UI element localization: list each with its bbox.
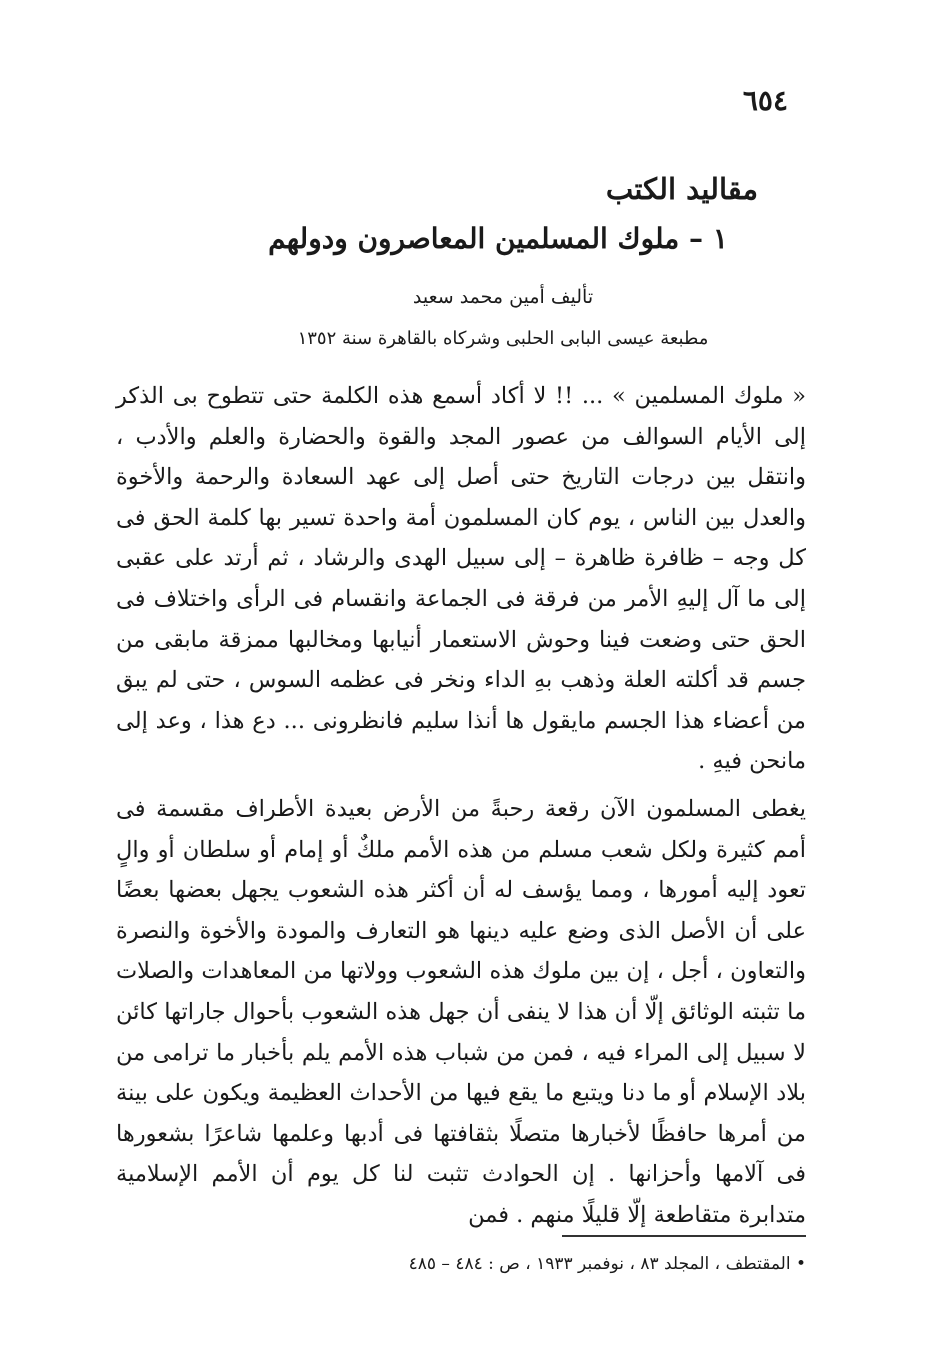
page-number: ٦٥٤ [742,84,788,117]
paragraph: « ملوك المسلمين » ... !! لا أكاد أسمع هذه الكلمة حتى تتطوح بى الذكر إلى الأيام السوالف من عصور المجد والقوة والحضارة والعلم والأدب ، وانتقل بين درجات التاريخ حتى أصل إلى عهد السعادة والرحمة والأخوة والعدل بين الناس ، يوم كان المسلمون أمة واحدة تسير بها كلمة الحق فى كل وجه – ظافرة ظاهرة – إلى سبيل الهدى والرشاد ، ثم أرتد على عقبى إلى ما آل إليهِ الأمر من فرقة فى الجماعة وانقسام فى الرأى واختلاف فى الحق حتى وضعت فينا وحوش الاستعمار أنيابها ومخالبها ممزقة مابقى من جسم قد أكلته العلة وذهب بهِ الداء ونخر فى عظمه السوس ، حتى لم يبق من أعضاء هذا الجسم مايقول ها أنذا سليم فانظرونى ... دع هذا ، وعد إلى مانحن فيهِ . [116,383,806,775]
body-text [116,376,806,1235]
paragraph: يغطى المسلمون الآن رقعة رحبةً من الأرض بعيدة الأطراف مقسمة فى أمم كثيرة ولكل شعب مسلم من هذه الأمم ملكٌ أو إمام أو سلطان أو والٍ تعود إليه أمورها ، ومما يؤسف له أن أكثر هذه الشعوب يجهل بعضها بعضًا على أن الأصل الذى وضع عليه دينها هو التعارف والمودة والأخوة والنصرة والتعاون ، أجل ، إن بين ملوك هذه الشعوب وولاتها من المعاهدات والصلات ما تثبته الوثائق إلّا أن هذا لا ينفى أن جهل هذه الشعوب بأحوال جاراتها كائن لا سبيل إلى المراء فيه ، فمن من شباب هذه الأمم يلم بأخبار ما ترامى من بلاد الإسلام أو ما دنا ويتبع ما يقع فيها من الأحداث العظيمة ويكون على بينة من أمرها حافظًا لأخبارها متصلًا بثقافتها فى أدبها وعلمها شاعرًا بشعورها فى آلامها وأحزانها . إن الحوادث تثبت لنا كل يوم أن الأمم الإسلامية متدابرة متقاطعة إلّا قليلًا منهم . فمن [116,795,806,1228]
author-line: تأليف أمين محمد سعيد [412,286,594,308]
book-title: ١ – ملوك المسلمين المعاصرون ودولهم [268,222,728,255]
footnote: • المقتطف ، المجلد ٨٣ ، نوفمبر ١٩٣٣ ، ص : ٤٨٤ – ٤٨٥ [408,1254,806,1274]
publisher-line: مطبعة عيسى البابى الحلبى وشركاه بالقاهرة سنة ١٣٥٢ [297,328,709,349]
footnote-divider [562,1235,806,1237]
section-title: مقاليد الكتب [605,172,758,206]
